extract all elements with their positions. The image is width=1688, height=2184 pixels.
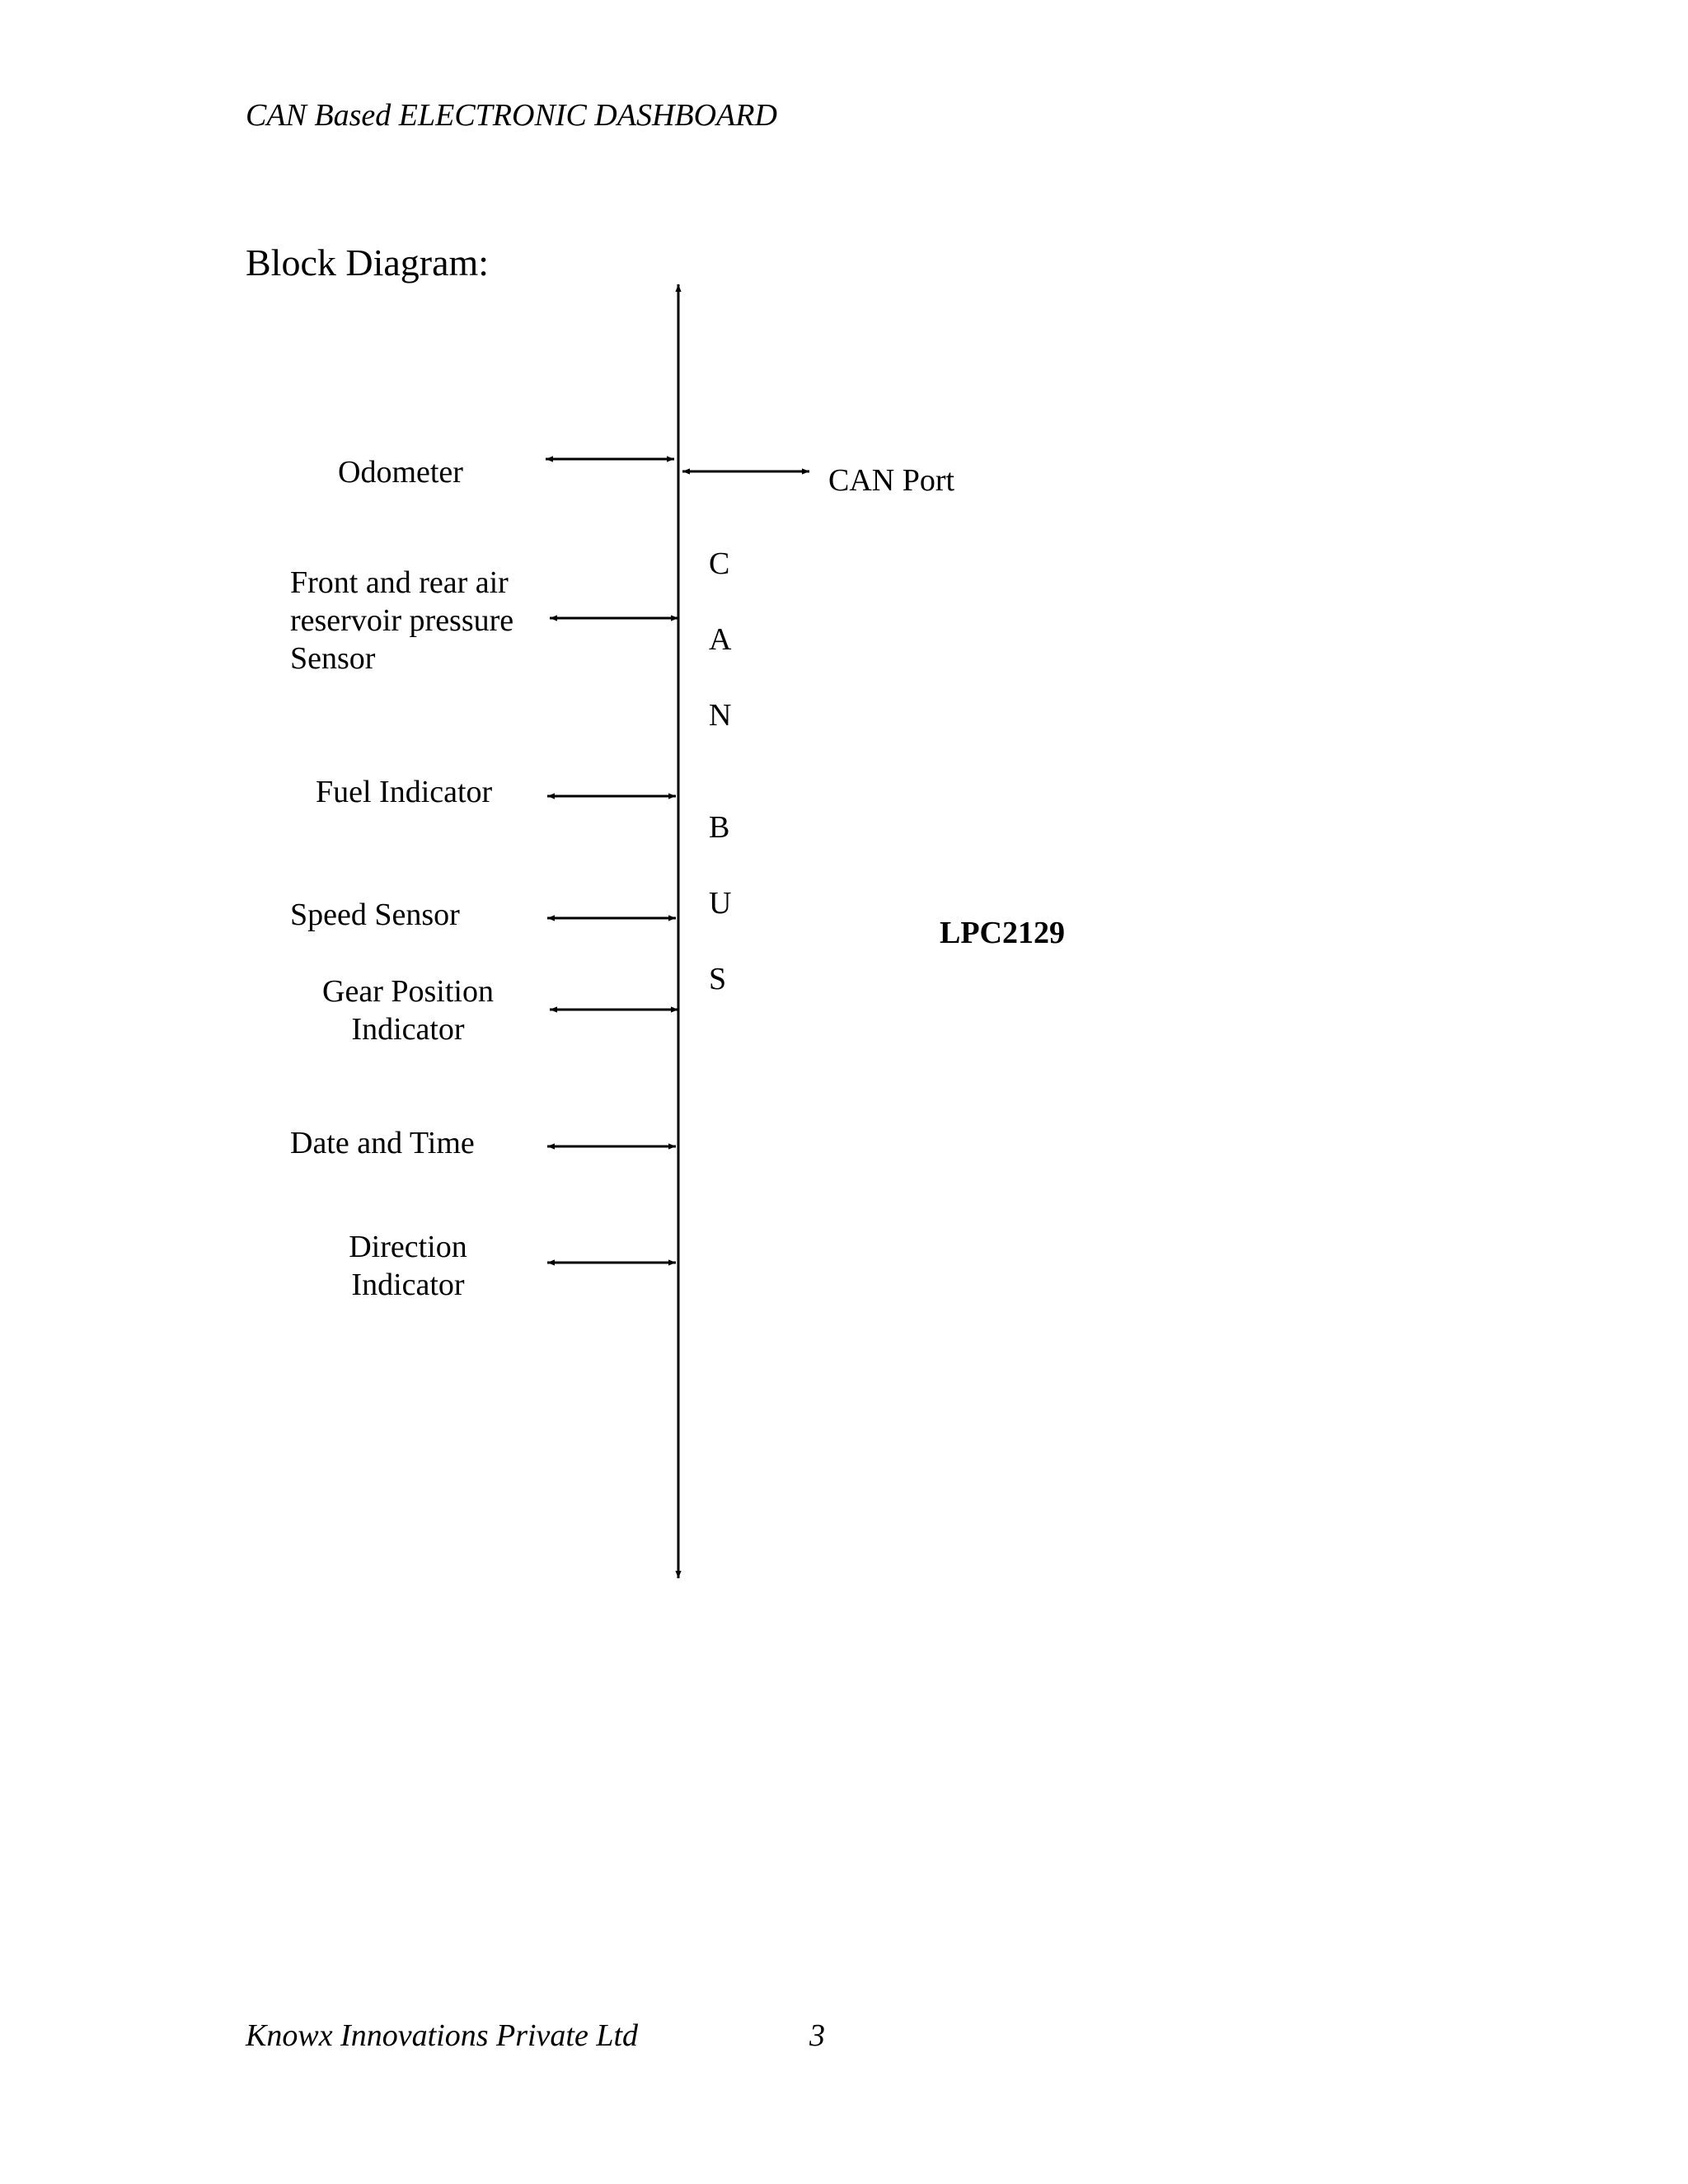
node-direction-line-1: Direction [349, 1230, 467, 1264]
node-air-pressure-line-3: Sensor [290, 641, 376, 676]
can-port-label: CAN Port [828, 463, 955, 498]
node-fuel-indicator-label: Fuel Indicator [316, 775, 493, 809]
node-gear-position-line-2: Indicator [351, 1012, 465, 1047]
bus-letter-b: B [709, 810, 730, 845]
node-odometer-label: Odometer [338, 455, 463, 490]
node-date-time-label: Date and Time [290, 1126, 475, 1160]
page-header: CAN Based ELECTRONIC DASHBOARD [246, 98, 777, 133]
bus-letter-n: N [709, 698, 732, 733]
footer-page-number: 3 [809, 2018, 825, 2053]
section-title: Block Diagram: [246, 241, 490, 284]
footer-company: Knowx Innovations Private Ltd [246, 2018, 639, 2053]
bus-letter-c: C [709, 546, 730, 581]
node-speed-sensor-label: Speed Sensor [290, 898, 460, 932]
bus-letter-a: A [709, 622, 732, 657]
controller-label: LPC2129 [940, 916, 1065, 950]
node-direction-line-2: Indicator [351, 1268, 465, 1302]
node-air-pressure-line-1: Front and rear air [290, 565, 509, 600]
node-air-pressure-line-2: reservoir pressure [290, 603, 514, 638]
bus-letter-s: S [709, 962, 727, 996]
node-gear-position-line-1: Gear Position [322, 974, 494, 1009]
bus-letter-u: U [709, 886, 732, 921]
